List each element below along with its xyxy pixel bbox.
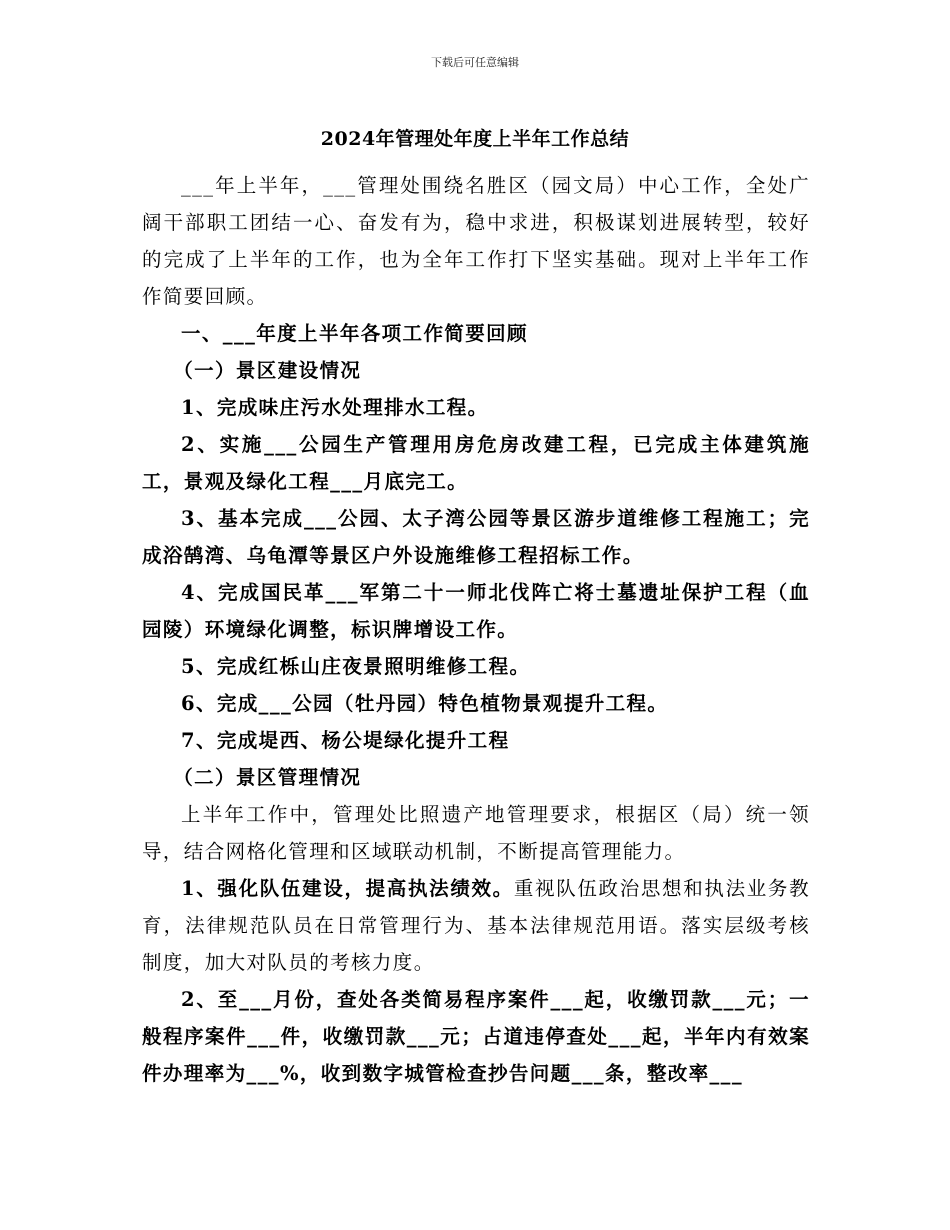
construction-item-3: 3、基本完成___公园、太子湾公园等景区游步道维修工程施工；完成浴鹄湾、乌龟潭等景区户外设施维修工程招标工作。 [142, 507, 810, 567]
construction-item-7: 7、完成堤西、杨公堤绿化提升工程 [181, 729, 510, 752]
management-item-1-text: 重视队伍政治思想和执法业务教育，法律规范队员在日常管理行为、基本法律规范用语。落实层级考核制度，加大对队员的考核力度。 [142, 877, 810, 974]
construction-item-6: 6、完成___公园（牡丹园）特色植物景观提升工程。 [181, 692, 669, 715]
construction-item-4: 4、完成国民革___军第二十一师北伐阵亡将士墓遗址保护工程（血园陵）环境绿化调整，标识牌增设工作。 [142, 581, 810, 641]
document-title: 2024年管理处年度上半年工作总结 [320, 128, 630, 150]
section-heading-1: 一、___年度上半年各项工作简要回顾 [181, 322, 528, 345]
page-header-note: 下载后可任意编辑 [431, 56, 519, 69]
subsection-heading-management: （二）景区管理情况 [173, 766, 362, 789]
management-intro-paragraph: 上半年工作中，管理处比照遗产地管理要求，根据区（局）统一领导，结合网格化管理和区域联动机制，不断提高管理能力。 [142, 803, 810, 863]
construction-item-2: 2、实施___公园生产管理用房危房改建工程，已完成主体建筑施工，景观及绿化工程___月底完工。 [142, 433, 810, 493]
management-item-1 [142, 870, 810, 981]
construction-item-5: 5、完成红栎山庄夜景照明维修工程。 [181, 655, 531, 678]
intro-paragraph: ___年上半年，___管理处围绕名胜区（园文局）中心工作，全处广阔干部职工团结一心、奋发有为，稳中求进，积极谋划进展转型，较好的完成了上半年的工作，也为全年工作打下坚实基础。现对上半年工作作简要回顾。 [142, 174, 810, 308]
management-item-1-lead: 1、强化队伍建设，提高执法绩效。 [181, 877, 514, 900]
construction-item-1: 1、完成味庄污水处理排水工程。 [181, 396, 489, 419]
subsection-heading-construction: （一）景区建设情况 [173, 359, 362, 382]
document-body [142, 167, 810, 1092]
management-item-2: 2、至___月份，查处各类简易程序案件___起，收缴罚款___元；一般程序案件___件，收缴罚款___元；占道违停查处___起，半年内有效案件办理率为___%，收到数字城管检查抄告问题___条，整改率___ [142, 988, 810, 1085]
